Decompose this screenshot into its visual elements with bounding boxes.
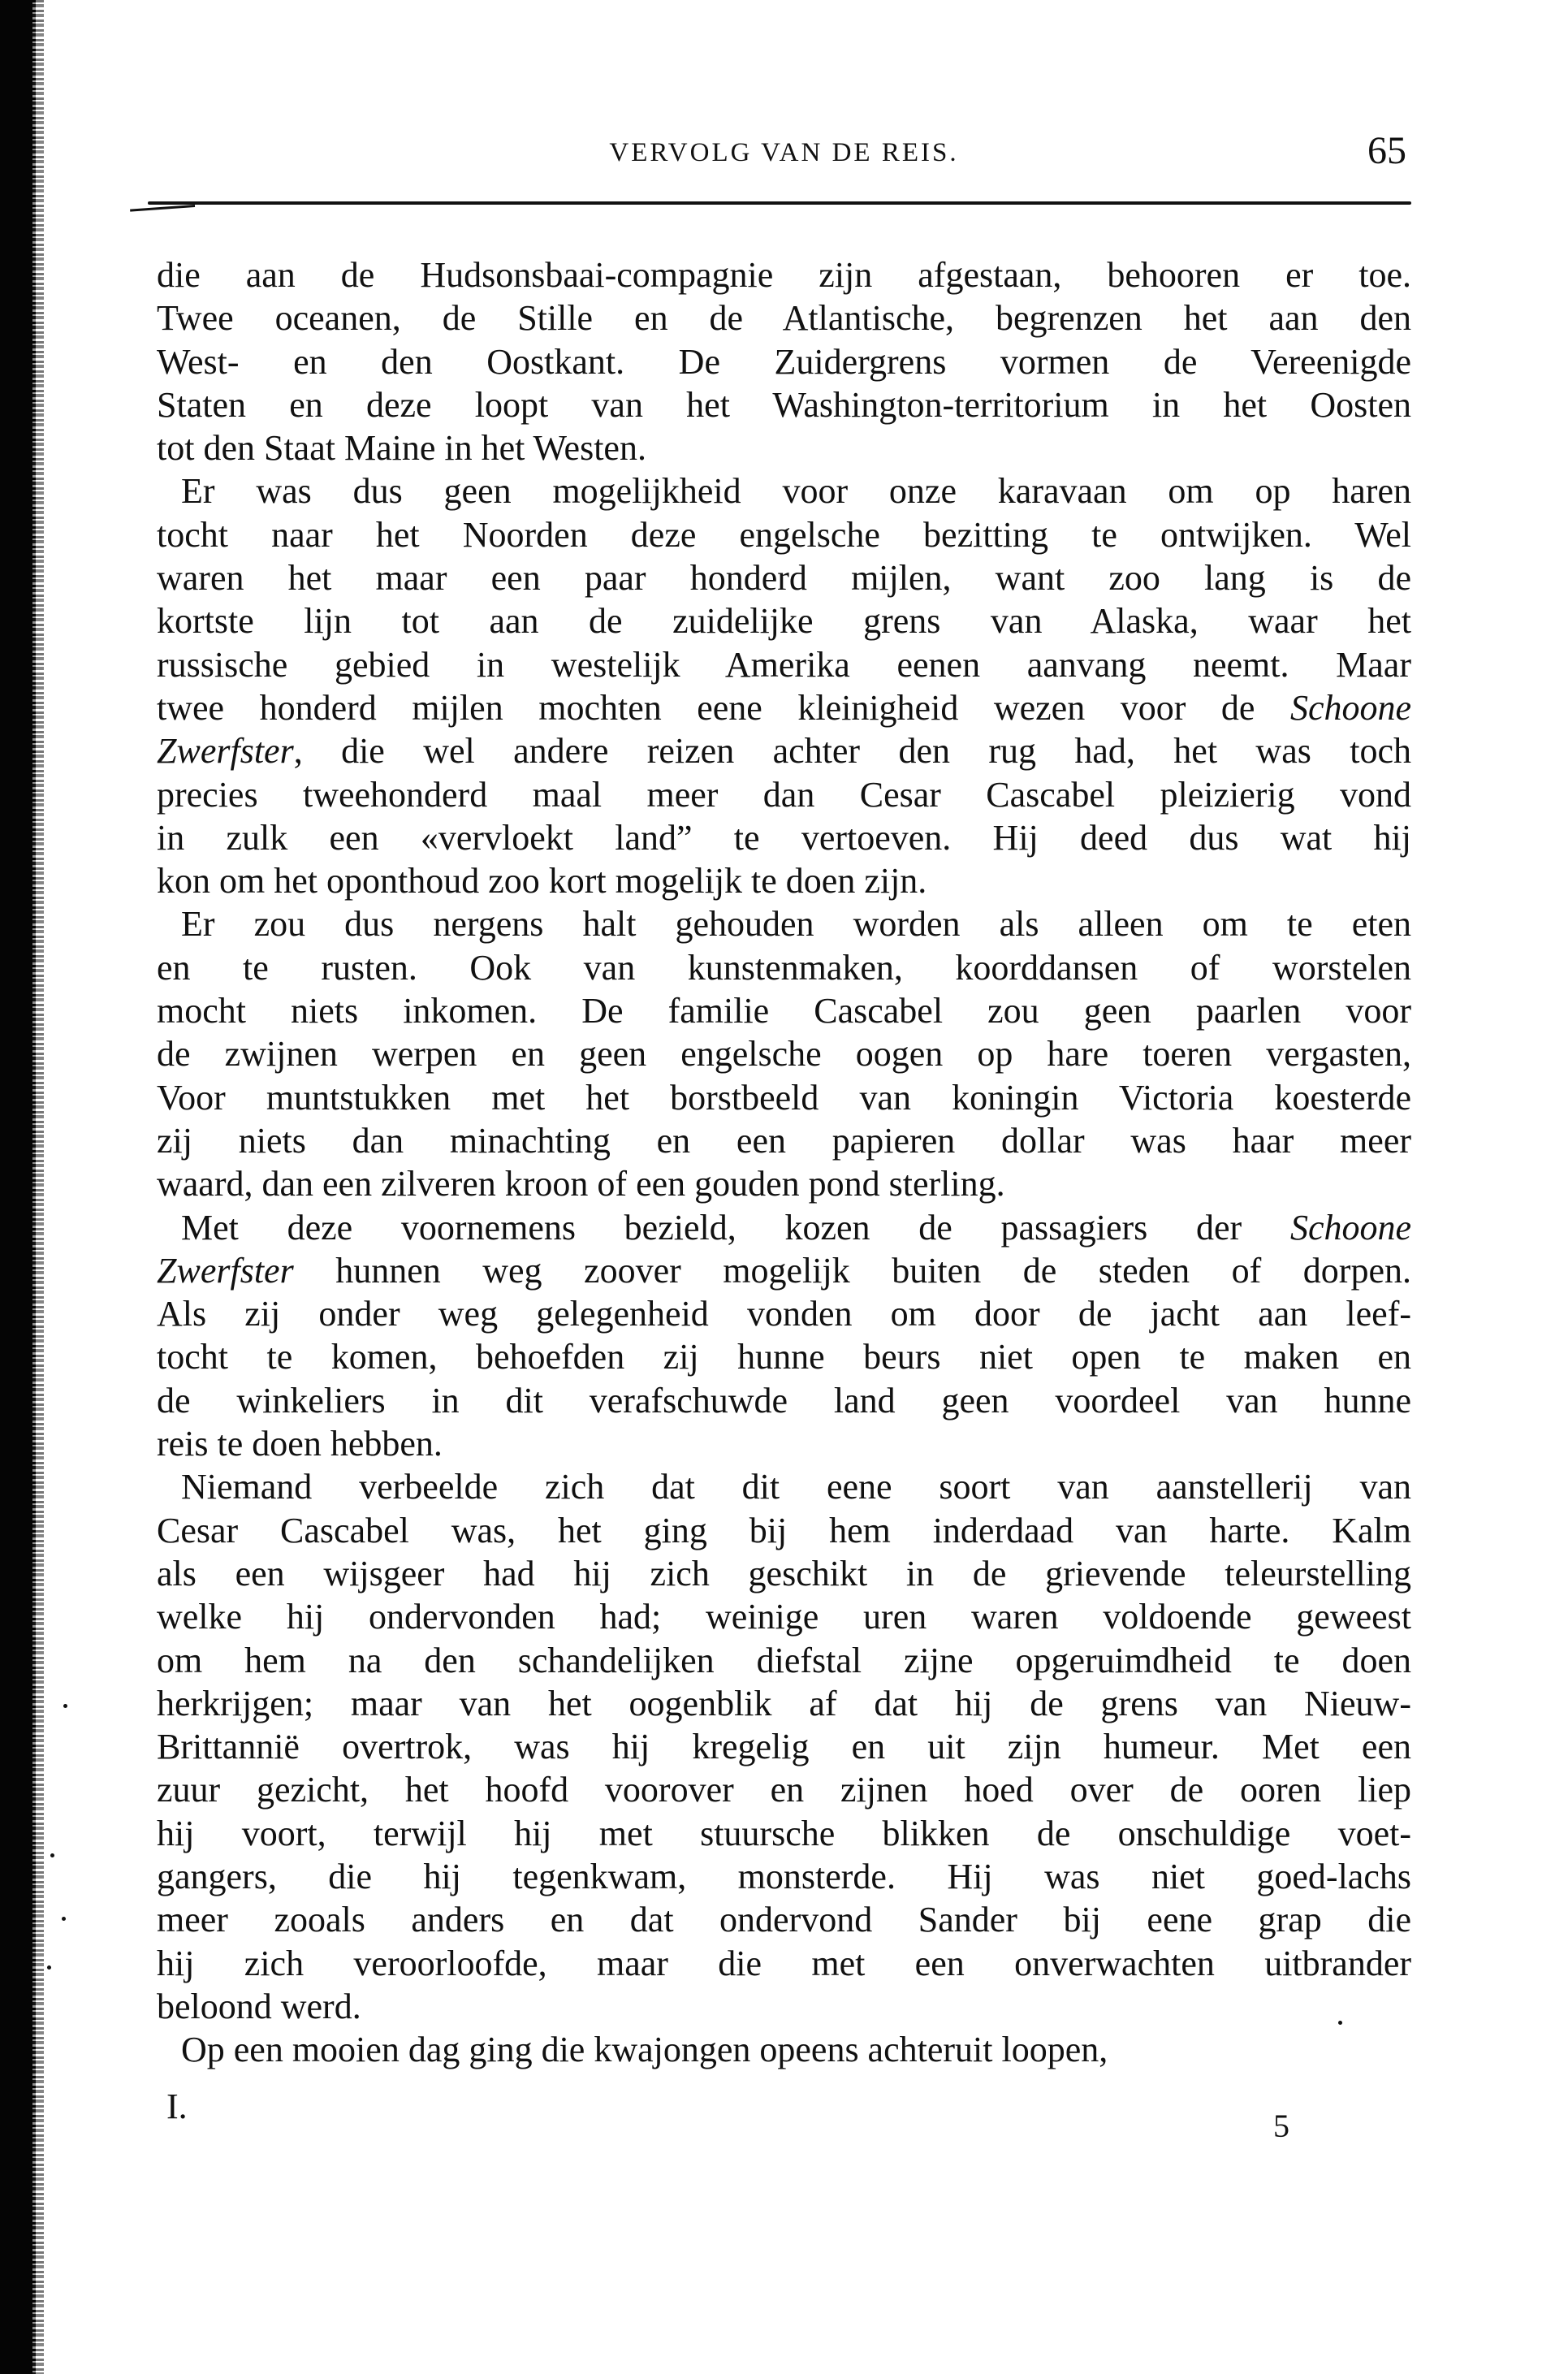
text-line: kon om het oponthoud zoo kort mogelijk te doen zijn. bbox=[157, 861, 927, 902]
scan-speck bbox=[1338, 2021, 1342, 2025]
text-line: Er was dus geen mogelijkheid voor onze karavaan om op haren bbox=[181, 471, 1411, 512]
page-footer bbox=[157, 2086, 1411, 2143]
text-line: Niemand verbeelde zich dat dit eene soort van aanstellerij van bbox=[181, 1467, 1411, 1507]
scan-speck bbox=[50, 1853, 54, 1857]
text-line: welke hij ondervonden had; weinige uren waren voldoende geweest bbox=[157, 1597, 1411, 1637]
text-line: hij voort, terwijl hij met stuursche blikken de onschuldige voet- bbox=[157, 1813, 1411, 1853]
text-line: die aan de Hudsonsbaai-compagnie zijn afgestaan, behooren er toe. bbox=[157, 255, 1411, 295]
text-line: als een wijsgeer had hij zich geschikt in de grievende teleurstelling bbox=[157, 1553, 1411, 1593]
text-line: Twee oceanen, de Stille en de Atlantische, begrenzen het aan den bbox=[157, 298, 1411, 339]
text-line: Voor muntstukken met het borstbeeld van koningin Victoria koesterde bbox=[157, 1077, 1411, 1118]
scan-border bbox=[0, 0, 36, 2374]
text-line: precies tweehonderd maal meer dan Cesar Cascabel pleizierig vond bbox=[157, 774, 1411, 815]
text-line: Staten en deze loopt van het Washington-territorium in het Oosten bbox=[157, 384, 1411, 425]
text-line: waren het maar een paar honderd mijlen, want zoo lang is de bbox=[157, 558, 1411, 599]
text-line: Brittannië overtrok, was hij kregelig en uit zijn humeur. Met een bbox=[157, 1727, 1411, 1767]
text-line: West- en den Oostkant. De Zuidergrens vormen de Vereenigde bbox=[157, 341, 1411, 382]
text-line: kortste lijn tot aan de zuidelijke grens van Alaska, waar het bbox=[157, 601, 1411, 642]
text-line: gangers, die hij tegenkwam, monsterde. Hij was niet goed-lachs bbox=[157, 1856, 1411, 1896]
signature-mark: I. bbox=[166, 2086, 188, 2126]
text-line: mocht niets inkomen. De familie Cascabel zou geen paarlen voor bbox=[157, 991, 1411, 1031]
page-number: 65 bbox=[1367, 129, 1406, 172]
page-header bbox=[157, 128, 1411, 177]
text-line: hij zich veroorloofde, maar die met een onverwachten uitbrander bbox=[157, 1943, 1411, 1983]
scan-speck bbox=[62, 1917, 66, 1921]
header-rule bbox=[148, 201, 1411, 205]
text-line: twee honderd mijlen mochten eene kleinigheid wezen voor de Schoone bbox=[157, 687, 1411, 728]
text-line: beloond werd. bbox=[157, 1986, 361, 2026]
scan-speck bbox=[63, 1704, 67, 1708]
text-line: tocht naar het Noorden deze engelsche bezitting te ontwijken. Wel bbox=[157, 514, 1411, 555]
text-line: de zwijnen werpen en geen engelsche oogen op hare toeren vergasten, bbox=[157, 1034, 1411, 1075]
text-line: meer zooals anders en dat ondervond Sander bij eene grap die bbox=[157, 1900, 1411, 1940]
italic-title: Zwerfster bbox=[157, 731, 294, 772]
text-line: en te rusten. Ook van kunstenmaken, koorddansen of worstelen bbox=[157, 947, 1411, 988]
text-line: russische gebied in westelijk Amerika eenen aanvang neemt. Maar bbox=[157, 644, 1411, 685]
text-line: tocht te komen, behoefden zij hunne beurs niet open te maken en bbox=[157, 1337, 1411, 1377]
text-line: reis te doen hebben. bbox=[157, 1424, 443, 1464]
italic-title: Schoone bbox=[1289, 687, 1411, 728]
sheet-number: 5 bbox=[1273, 2108, 1289, 2144]
scan-speck bbox=[47, 1965, 51, 1970]
text-line: zij niets dan minachting en een papieren dollar was haar meer bbox=[157, 1120, 1411, 1161]
text-line: Op een mooien dag ging die kwajongen opeens achteruit loopen, bbox=[181, 2030, 1108, 2070]
text-line: Cesar Cascabel was, het ging bij hem inderdaad van harte. Kalm bbox=[157, 1510, 1411, 1550]
text-line: tot den Staat Maine in het Westen. bbox=[157, 428, 646, 469]
text-line: waard, dan een zilveren kroon of een gouden pond sterling. bbox=[157, 1164, 1005, 1204]
text-line: zuur gezicht, het hoofd voorover en zijnen hoed over de ooren liep bbox=[157, 1770, 1411, 1810]
text-line: herkrijgen; maar van het oogenblik af dat hij de grens van Nieuw- bbox=[157, 1683, 1411, 1723]
text-line: in zulk een «vervloekt land” te vertoeven. Hij deed dus wat hij bbox=[157, 817, 1411, 858]
header-rule-tail bbox=[130, 205, 195, 212]
text-line: Zwerfster hunnen weg zoover mogelijk buiten de steden of dorpen. bbox=[157, 1250, 1411, 1291]
text-line: de winkeliers in dit verafschuwde land geen voordeel van hunne bbox=[157, 1380, 1411, 1421]
text-line: Zwerfster, die wel andere reizen achter den rug had, het was toch bbox=[157, 731, 1411, 772]
text-line: Als zij onder weg gelegenheid vonden om door de jacht aan leef- bbox=[157, 1294, 1411, 1334]
text-line: om hem na den schandelijken diefstal zijne opgeruimdheid te doen bbox=[157, 1640, 1411, 1680]
running-head: VERVOLG VAN DE REIS. bbox=[609, 138, 959, 167]
text-line: Met deze voornemens bezield, kozen de passagiers der Schoone bbox=[181, 1207, 1411, 1248]
text-line: Er zou dus nergens halt gehouden worden als alleen om te eten bbox=[181, 904, 1411, 945]
italic-title: Schoone bbox=[1289, 1207, 1411, 1248]
italic-title: Zwerfster bbox=[157, 1250, 294, 1291]
body-text bbox=[157, 253, 1411, 2071]
